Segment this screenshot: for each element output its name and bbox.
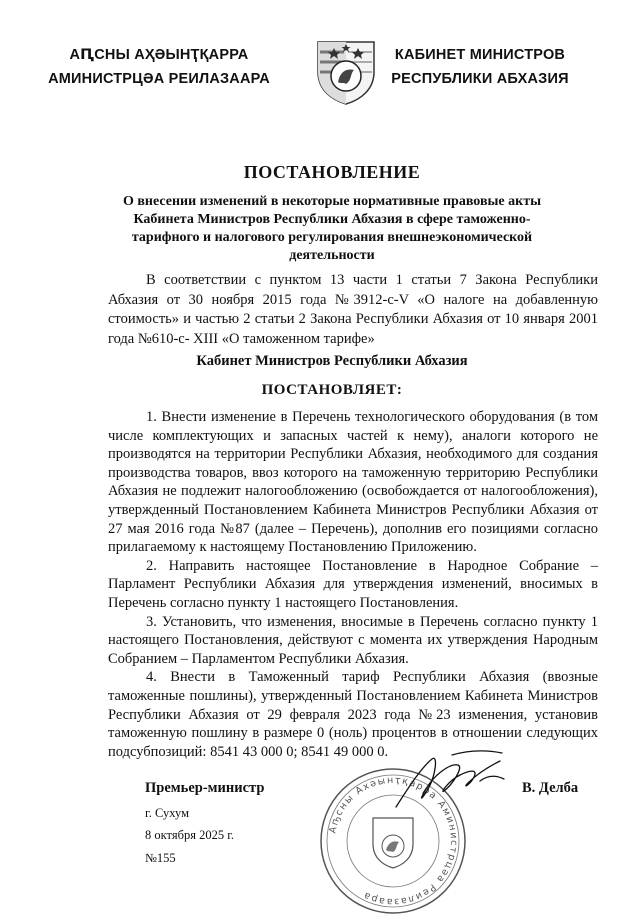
signatory-title: Премьер-министр [145, 780, 265, 796]
issue-date: 8 октября 2025 г. [145, 828, 235, 842]
decree-items [108, 408, 598, 761]
document-subject: О внесении изменений в некоторые нормативные правовые акты Кабинета Министров Республики Абхазия в сфере таможенно-тарифного и налогового регулирования внешнеэкономической деятельности [122, 194, 542, 263]
header-right-line2: РЕСПУБЛИКИ АБХАЗИЯ [391, 71, 569, 87]
preamble: В соответствии с пунктом 13 части 1 статьи 7 Закона Республики Абхазия от 30 ноября 2015 года №3912-с-V «О налоге на добавленную стоимость» и частью 2 статьи 2 Закона Республики Абхазия от 10 января 2001 года №610-с- XIII «О таможенном тарифе» [108, 272, 598, 347]
coat-of-arms-icon [310, 38, 382, 106]
header-left-line2: АМИНИСТРЦӘА РЕИЛАЗААРА [48, 71, 270, 87]
document-number: №155 [145, 851, 176, 865]
decree-item-2: 2. Направить настоящее Постановление в Народное Собрание – Парламент Республики Абхазия для утверждения изменений, вносимых в Перечень согласно пункту 1 настоящего Постановления. [108, 557, 598, 611]
signatory-name: В. Делба [522, 780, 579, 796]
header-left-line1: АԤСНЫ АҲӘЫНҬҚАРРА [69, 47, 249, 63]
header-left [0, 43, 318, 91]
issuing-body: Кабинет Министров Республики Абхазия [196, 353, 468, 369]
svg-text:Аҧсны Ахәынҭқарра Аминистрцәа: Аҧсны Ахәынҭқарра Аминистрцәа Реилазаара [327, 774, 460, 908]
header-right-line1: КАБИНЕТ МИНИСТРОВ [394, 47, 566, 63]
document-title: ПОСТАНОВЛЕНИЕ [243, 162, 421, 182]
header-right [380, 43, 580, 91]
signature-icon [392, 745, 512, 815]
decree-item-4: 4. Внести в Таможенный тариф Республики Абхазия (ввозные таможенные пошлины), утвержденный Постановлением Кабинета Министров Республики Абхазия от 29 февраля 2023 года №23 изменения, установив таможенную пошлину в размере 0 (ноль) процентов в отношении следующих подсубпозиций: 8541 43 000 0; 8541 49 000 0. [108, 669, 598, 760]
decree-item-3: 3. Установить, что изменения, вносимые в Перечень согласно пункту 1 настоящего Постановления, действуют с момента их утверждения Народным Собранием – Парламентом Республики Абхазия. [108, 613, 598, 667]
issue-city: г. Сухум [145, 806, 190, 820]
decree-item-1: 1. Внести изменение в Перечень технологического оборудования (в том числе комплектующих и запасных частей к нему), аналоги которого не производятся на территории Республики Абхазия, необходимого для создания производства товаров, ввоз которого на таможенную территорию Республики Абхазия не подлежит налогообложению (освобождается от налогообложения), утвержденный Постановлением Кабинета Министров Республики Абхазия от 27 мая 2016 года №87 (далее – Перечень), дополнив его позициями согласно прилагаемому к настоящему Постановлению Приложению. [108, 409, 598, 556]
decree-heading: ПОСТАНОВЛЯЕТ: [261, 382, 403, 398]
